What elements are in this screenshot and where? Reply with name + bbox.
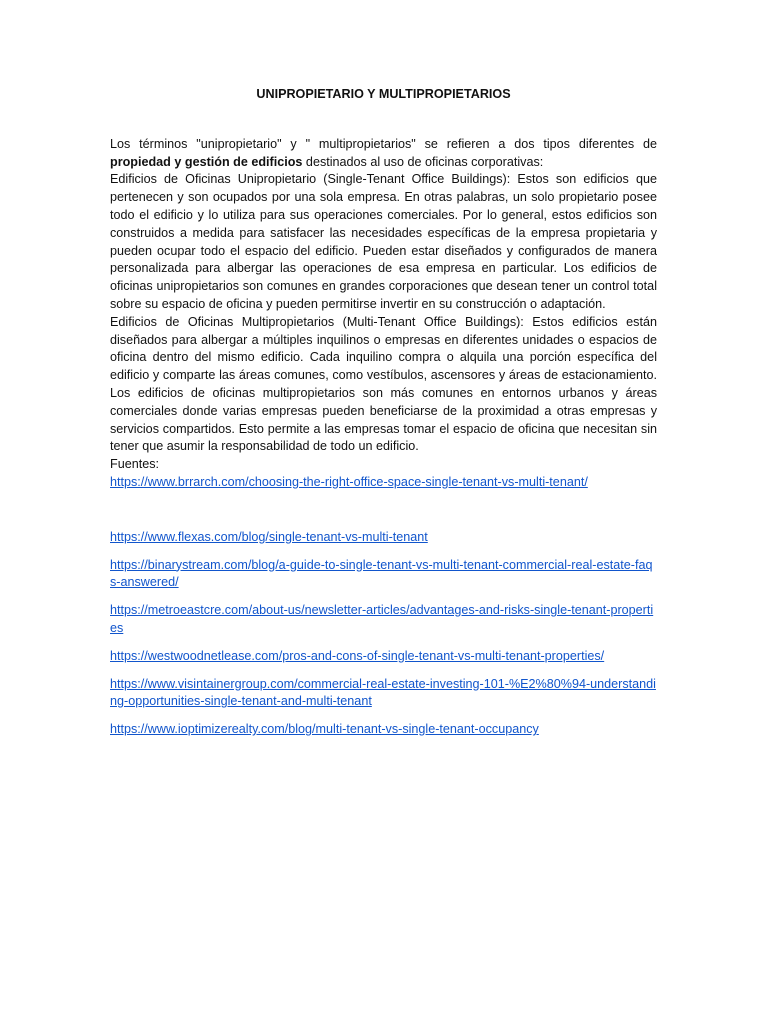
source-link-visintainergroup[interactable]: https://www.visintainergroup.com/commercial-real-estate-investing-101-%E2%80%94-understanding-opportunities-single-tenant-and-multi-tenant xyxy=(110,676,656,709)
source-link-flexas[interactable]: https://www.flexas.com/blog/single-tenant-vs-multi-tenant xyxy=(110,529,428,544)
source-link-ioptimizerealty[interactable]: https://www.ioptimizerealty.com/blog/multi-tenant-vs-single-tenant-occupancy xyxy=(110,722,539,737)
source-link-binarystream[interactable]: https://binarystream.com/blog/a-guide-to-single-tenant-vs-multi-tenant-commercial-real-estate-faqs-answered/ xyxy=(110,557,653,590)
intro-text-end: destinados al uso de oficinas corporativas: xyxy=(302,154,544,169)
source-link-westwoodnetlease[interactable]: https://westwoodnetlease.com/pros-and-cons-of-single-tenant-vs-multi-tenant-properties/ xyxy=(110,648,605,663)
intro-bold-phrase: propiedad y gestión de edificios xyxy=(110,154,303,169)
source-link-brrarch[interactable]: https://www.brrarch.com/choosing-the-right-office-space-single-tenant-vs-multi-tenant/ xyxy=(110,474,588,489)
intro-text-start: Los términos "unipropietario" y " multipropietarios" se refieren a dos tipos diferentes de xyxy=(110,136,657,151)
source-link-metroeastcre[interactable]: https://metroeastcre.com/about-us/newsletter-articles/advantages-and-risks-single-tenant-properties xyxy=(110,603,654,635)
sources-label: Fuentes: xyxy=(110,457,160,472)
intro-paragraph xyxy=(110,136,657,172)
document-title: UNIPROPIETARIO Y MULTIPROPIETARIOS xyxy=(256,87,511,101)
single-tenant-paragraph: Edificios de Oficinas Unipropietario (Single-Tenant Office Buildings): Estos son edificios que pertenecen y son ocupados por una sola empresa. En otras palabras, un solo propietario posee todo el edificio y lo utiliza para sus operaciones comerciales. Por lo general, estos edificios son construidos a medida para satisfacer las necesidades específicas de la empresa propietaria y pueden ocupar todo el espacio del edificio. Pueden estar diseñados y configurados de manera personalizada para albergar las operaciones de esa empresa en particular. Los edificios de oficinas unipropietarios son comunes en grandes corporaciones que desean tener un control total sobre su espacio de oficina y pueden permitirse invertir en su construcción o adaptación. xyxy=(110,172,657,311)
multi-tenant-paragraph: Edificios de Oficinas Multipropietarios (Multi-Tenant Office Buildings): Estos edificios están diseñados para albergar a múltiples inquilinos o empresas en diferentes unidades o espacios de oficina dentro del mismo edificio. Cada inquilino compra o alquila una porción específica del edificio y comparte las áreas comunes, como vestíbulos, ascensores y áreas de estacionamiento. Los edificios de oficinas multipropietarios son más comunes en entornos urbanos y áreas comerciales donde varias empresas pueden beneficiarse de la proximidad a otras empresas y servicios compartidos. Esto permite a las empresas tomar el espacio de oficina que necesitan sin tener que asumir la responsabilidad de todo un edificio. xyxy=(110,314,657,454)
document-body xyxy=(110,86,657,749)
